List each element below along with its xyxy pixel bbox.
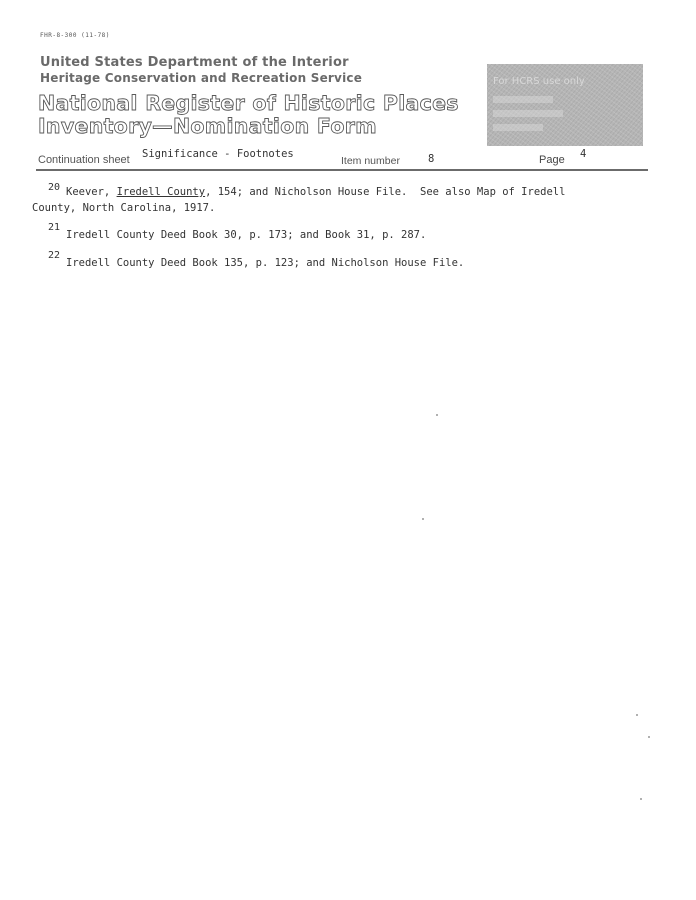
stamp-line [493, 96, 553, 103]
footnote-text-part: Keever, [66, 186, 117, 198]
page-number: 4 [580, 148, 587, 160]
header-rule [36, 169, 648, 171]
footnote-number: 20 [48, 182, 61, 193]
scan-speck [636, 714, 638, 716]
form-subtitle: Inventory—Nomination Form [38, 114, 377, 138]
stamp-text: For HCRS use only [493, 76, 585, 87]
scan-speck [640, 798, 642, 800]
scan-speck [648, 736, 650, 738]
stamp-line [493, 124, 543, 131]
continuation-header [36, 146, 648, 168]
agency-use-stamp [487, 64, 643, 146]
scan-speck [436, 414, 438, 416]
footnote-underlined-title: Iredell County [116, 186, 206, 198]
item-number-value: 8 [428, 153, 435, 165]
footnote-text: Iredell County Deed Book 135, p. 123; and Nicholson House File. [66, 257, 465, 269]
stamp-line [493, 110, 563, 117]
footnote-text-part: , 154; and Nicholson House File. See also Map of Iredell [205, 186, 566, 198]
agency-service: Heritage Conservation and Recreation Service [40, 71, 363, 85]
agency-name: United States Department of the Interior [40, 55, 349, 70]
page-label: Page [539, 154, 565, 166]
item-number-label: Item number [341, 155, 400, 167]
scan-speck [422, 518, 424, 520]
form-code: FHR-8-300 (11-78) [40, 32, 110, 39]
footnote-number: 21 [48, 222, 61, 233]
footnote-continuation: County, North Carolina, 1917. [32, 202, 216, 214]
footnote-text [66, 186, 565, 198]
form-title: National Register of Historic Places [38, 91, 459, 115]
continuation-label: Continuation sheet [38, 154, 130, 166]
continuation-value: Significance - Footnotes [142, 148, 294, 160]
footnote-text: Iredell County Deed Book 30, p. 173; and Book 31, p. 287. [66, 229, 427, 241]
footnote-number: 22 [48, 250, 61, 261]
